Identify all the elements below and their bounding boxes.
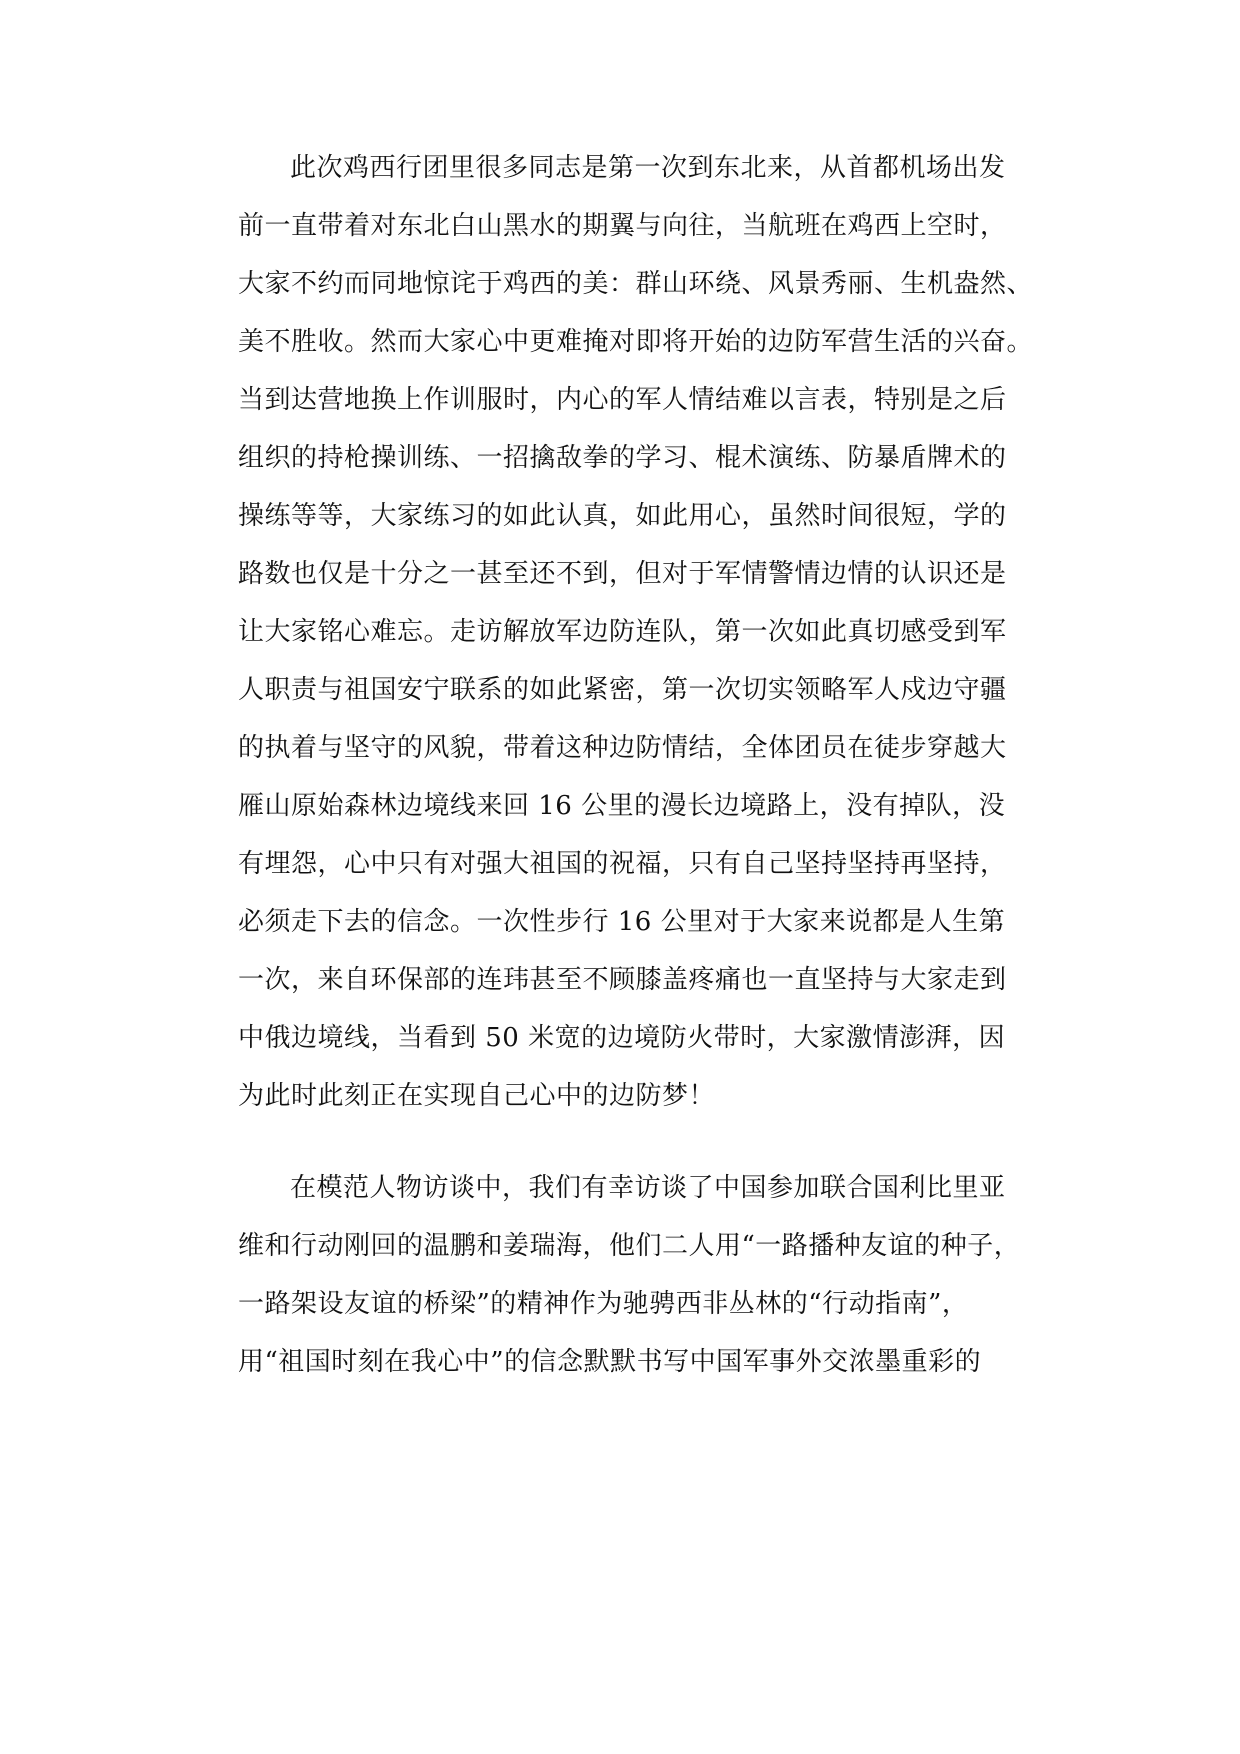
text-line: 让大家铭心难忘。走访解放军边防连队，第一次如此真切感受到军 <box>238 617 1007 647</box>
text-line: 前一直带着对东北白山黑水的期翼与向往，当航班在鸡西上空时， <box>238 211 1007 241</box>
text-line: 组织的持枪操训练、一招擒敌拳的学习、棍术演练、防暴盾牌术的 <box>238 443 1007 473</box>
text-line: 用“祖国时刻在我心中”的信念默默书写中国军事外交浓墨重彩的 <box>238 1347 982 1377</box>
text-line: 的执着与坚守的风貌，带着这种边防情结，全体团员在徒步穿越大 <box>238 733 1007 763</box>
text-line: 为此时此刻正在实现自己心中的边防梦！ <box>238 1081 716 1111</box>
text-line: 雁山原始森林边境线来回 16 公里的漫长边境路上，没有掉队，没 <box>238 791 1006 821</box>
text-line: 中俄边境线，当看到 50 米宽的边境防火带时，大家激情澎湃，因 <box>238 1023 1006 1053</box>
text-line: 必须走下去的信念。一次性步行 16 公里对于大家来说都是人生第 <box>238 907 1006 937</box>
text-line: 在模范人物访谈中，我们有幸访谈了中国参加联合国利比里亚 <box>290 1173 1006 1203</box>
text-line: 美不胜收。然而大家心中更难掩对即将开始的边防军营生活的兴奋。 <box>238 327 1034 357</box>
text-line: 一次，来自环保部的连玮甚至不顾膝盖疼痛也一直坚持与大家走到 <box>238 965 1007 995</box>
text-line: 人职责与祖国安宁联系的如此紧密，第一次切实领略军人戍边守疆 <box>238 675 1007 705</box>
text-line: 此次鸡西行团里很多同志是第一次到东北来，从首都机场出发 <box>290 153 1006 183</box>
text-line: 一路架设友谊的桥梁”的精神作为驰骋西非丛林的“行动指南”， <box>238 1289 969 1319</box>
text-line: 当到达营地换上作训服时，内心的军人情结难以言表，特别是之后 <box>238 385 1007 415</box>
text-line: 路数也仅是十分之一甚至还不到，但对于军情警情边情的认识还是 <box>238 559 1007 589</box>
text-line: 操练等等，大家练习的如此认真，如此用心，虽然时间很短，学的 <box>238 501 1007 531</box>
text-line: 有埋怨，心中只有对强大祖国的祝福，只有自己坚持坚持再坚持， <box>238 849 1007 879</box>
text-line: 维和行动刚回的温鹏和姜瑞海，他们二人用“一路播种友谊的种子， <box>238 1231 1021 1261</box>
text-line: 大家不约而同地惊诧于鸡西的美：群山环绕、风景秀丽、生机盎然、 <box>238 269 1034 299</box>
